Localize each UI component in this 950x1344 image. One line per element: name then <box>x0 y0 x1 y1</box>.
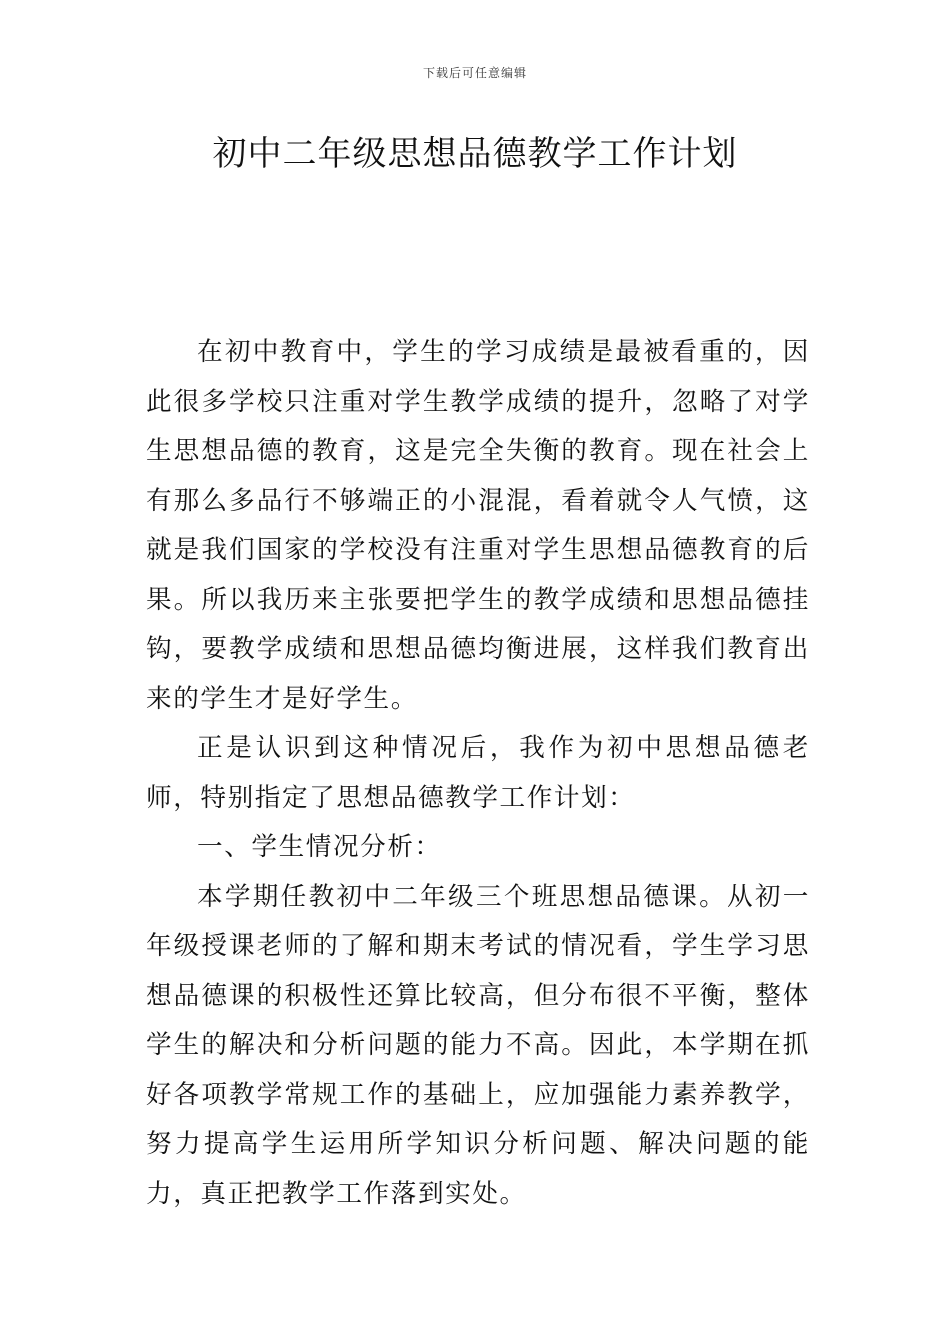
document-title: 初中二年级思想品德教学工作计划 <box>212 134 738 174</box>
paragraph-intro: 在初中教育中，学生的学习成绩是最被看重的，因此很多学校只注重对学生教学成绩的提升，忽略了对学生思想品德的教育，这是完全失衡的教育。现在社会上有那么多品行不够端正的小混混，看着就令人气愤，这就是我们国家的学校没有注重对学生思想品德教育的后果。所以我历来主张要把学生的教学成绩和思想品德挂钩，要教学成绩和思想品德均衡进展，这样我们教育出来的学生才是好学生。 <box>146 337 810 714</box>
paragraph-plan-statement: 正是认识到这种情况后，我作为初中思想品德老师，特别指定了思想品德教学工作计划： <box>146 733 810 813</box>
paragraph-student-analysis: 本学期任教初中二年级三个班思想品德课。从初一年级授课老师的了解和期末考试的情况看，学生学习思想品德课的积极性还算比较高，但分布很不平衡，整体学生的解决和分析问题的能力不高。因此，本学期在抓好各项教学常规工作的基础上，应加强能力素养教学，努力提高学生运用所学知识分析问题、解决问题的能力，真正把教学工作落到实处。 <box>146 881 810 1209</box>
document-body <box>146 328 810 1219</box>
page-header-note: 下载后可任意编辑 <box>422 66 527 80</box>
section-heading-student-analysis: 一、学生情况分析： <box>197 832 442 862</box>
